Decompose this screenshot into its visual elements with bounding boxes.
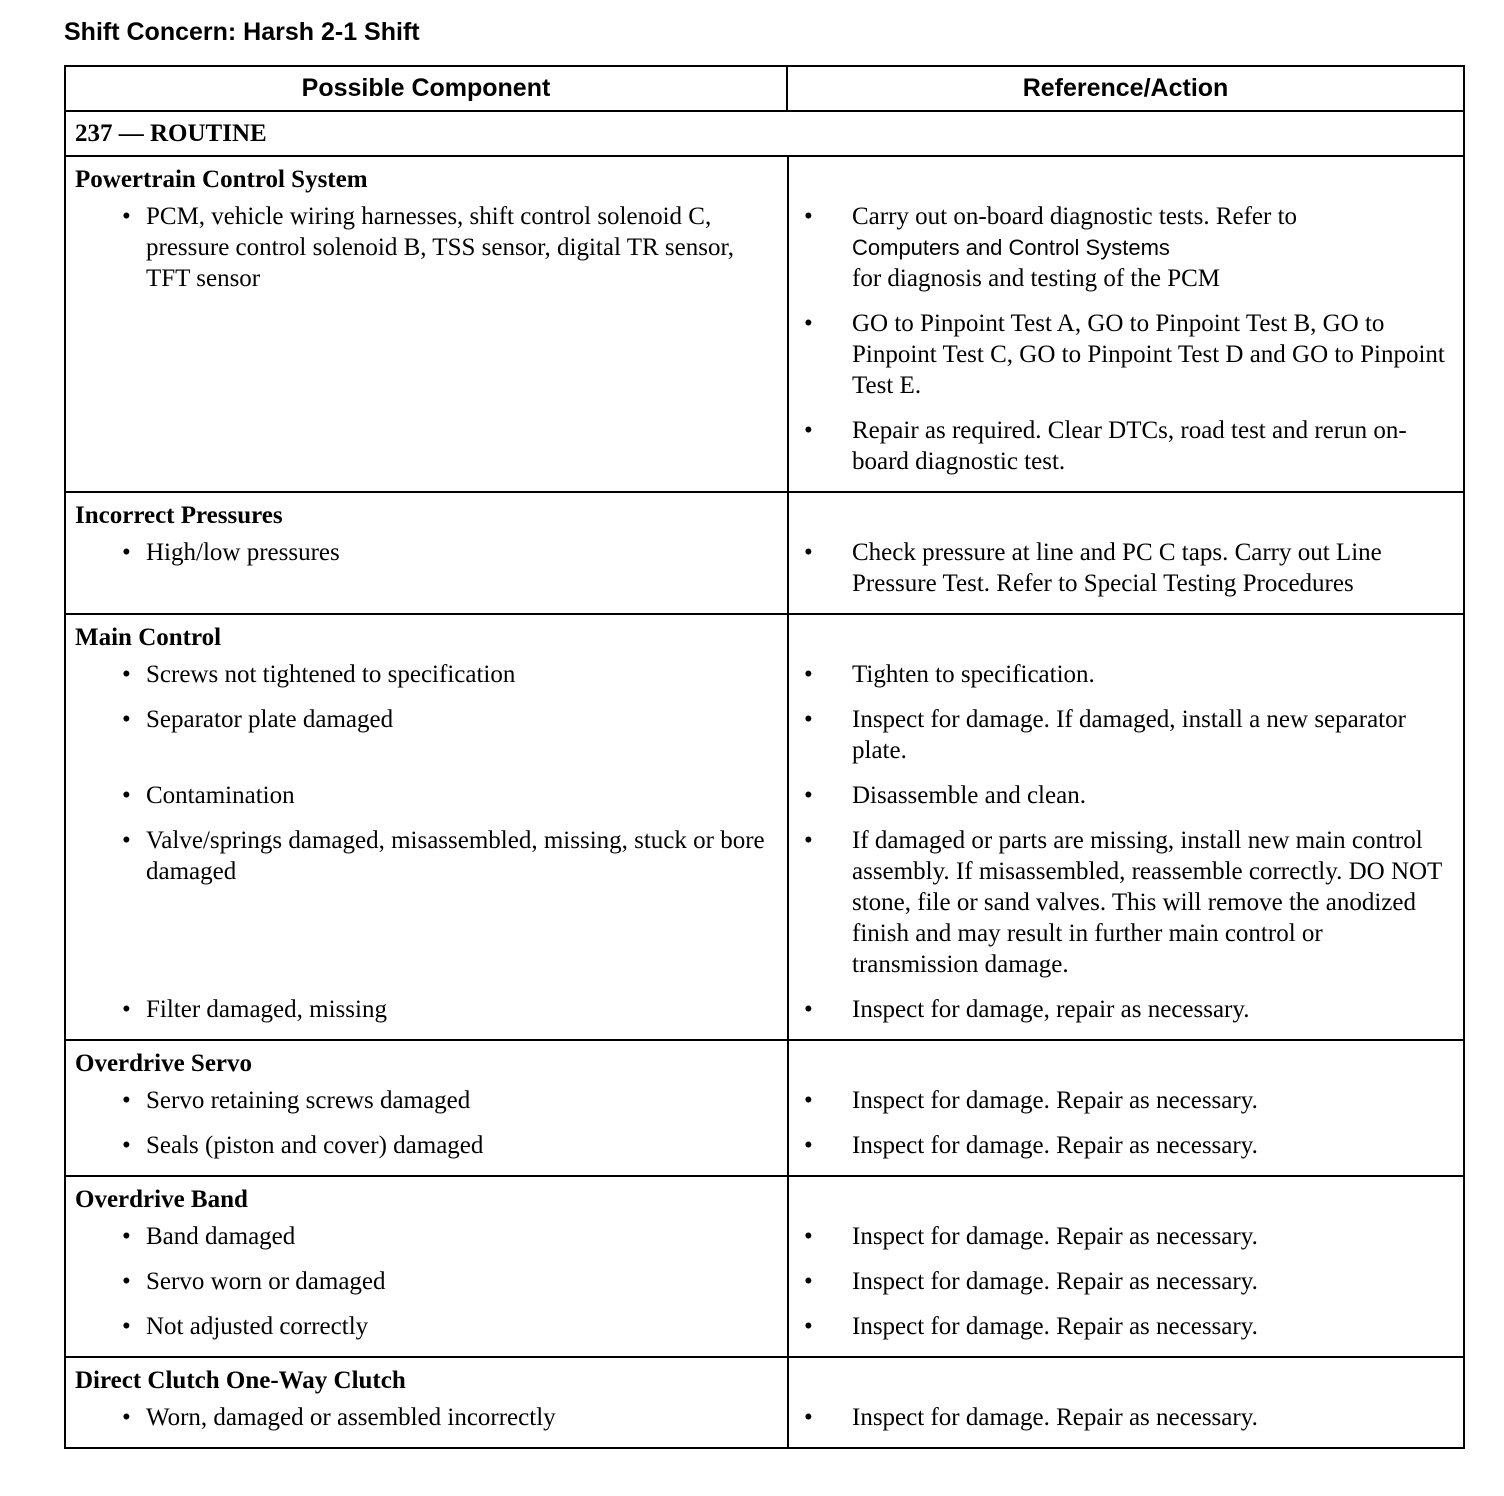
action-cell — [788, 1266, 1463, 1311]
component-cell — [66, 1130, 788, 1175]
action-text: Inspect for damage. Repair as necessary. — [852, 1087, 1258, 1114]
action-text: Inspect for damage. Repair as necessary. — [852, 1268, 1258, 1295]
bullet: • — [122, 782, 131, 809]
bullet: • — [804, 996, 813, 1023]
component-group — [66, 157, 1463, 493]
group-heading: Overdrive Servo — [75, 1050, 253, 1077]
component-group — [66, 1041, 1463, 1177]
action-text: Tighten to specification. — [852, 661, 1095, 688]
bullet: • — [804, 203, 813, 230]
component-group — [66, 1358, 1463, 1447]
bullet: • — [122, 661, 131, 688]
action-cell — [788, 415, 1463, 491]
bullet: • — [122, 827, 131, 854]
bullet: • — [122, 1268, 131, 1295]
group-heading-spacer — [788, 1358, 1463, 1402]
action-text: Disassemble and clean. — [852, 782, 1086, 809]
group-heading-spacer — [788, 1041, 1463, 1085]
bullet: • — [804, 782, 813, 809]
group-heading-spacer — [788, 493, 1463, 537]
bullet: • — [122, 1087, 131, 1114]
action-text: Repair as required. Clear DTCs, road test and rerun on-board diagnostic test. — [852, 417, 1407, 475]
bullet: • — [122, 539, 131, 566]
action-cell — [788, 1221, 1463, 1266]
page-title: Shift Concern: Harsh 2-1 Shift — [64, 18, 420, 46]
bullet: • — [804, 1268, 813, 1295]
action-cell — [788, 1130, 1463, 1175]
bullet: • — [804, 1132, 813, 1159]
action-text-post: for diagnosis and testing of the PCM — [852, 265, 1221, 292]
component-cell — [66, 704, 788, 780]
component-cell — [66, 308, 788, 415]
component-text: Seals (piston and cover) damaged — [146, 1132, 484, 1159]
component-text: Servo retaining screws damaged — [146, 1087, 471, 1114]
bullet: • — [804, 417, 813, 444]
component-text: Band damaged — [146, 1223, 296, 1250]
component-cell — [66, 1266, 788, 1311]
action-text-pre: Carry out on-board diagnostic tests. Refer to — [852, 203, 1298, 230]
group-heading-spacer — [788, 615, 1463, 659]
bullet: • — [804, 827, 813, 854]
bullet: • — [804, 661, 813, 688]
bullet: • — [122, 1132, 131, 1159]
action-cell — [788, 825, 1463, 994]
bullet: • — [804, 1404, 813, 1431]
action-text — [828, 201, 1451, 294]
component-cell — [66, 1221, 788, 1266]
action-text: If damaged or parts are missing, install new main control assembly. If misassembled, reassemble correctly. DO NOT stone, file or sand valves. This will remove the anodized finish and may result in further main control or transmission damage. — [852, 827, 1442, 978]
action-cell — [788, 1085, 1463, 1130]
table-header — [66, 67, 1463, 112]
component-cell — [66, 1085, 788, 1130]
component-cell — [66, 415, 788, 491]
bullet: • — [122, 706, 131, 733]
group-heading-spacer — [788, 1177, 1463, 1221]
bullet: • — [122, 1404, 131, 1431]
action-text: Inspect for damage. Repair as necessary. — [852, 1313, 1258, 1340]
group-heading-spacer — [788, 157, 1463, 201]
bullet: • — [122, 203, 131, 230]
action-cell — [788, 537, 1463, 613]
action-cell — [788, 659, 1463, 704]
component-text: Servo worn or damaged — [146, 1268, 386, 1295]
component-cell — [66, 1402, 788, 1447]
component-cell — [66, 537, 788, 613]
component-cell — [66, 825, 788, 994]
action-cell — [788, 308, 1463, 415]
bullet: • — [804, 539, 813, 566]
component-cell — [66, 780, 788, 825]
action-cell — [788, 1311, 1463, 1356]
bullet: • — [804, 706, 813, 733]
bullet: • — [122, 1313, 131, 1340]
component-cell — [66, 201, 788, 308]
component-group — [66, 1177, 1463, 1358]
group-heading: Overdrive Band — [75, 1186, 248, 1213]
action-cell — [788, 201, 1463, 308]
bullet: • — [804, 1087, 813, 1114]
bullet: • — [804, 1313, 813, 1340]
action-cell — [788, 994, 1463, 1039]
bullet: • — [122, 1223, 131, 1250]
component-text: Screws not tightened to specification — [146, 661, 516, 688]
action-cell — [788, 780, 1463, 825]
component-text: Not adjusted correctly — [146, 1313, 369, 1340]
action-cell — [788, 1402, 1463, 1447]
bullet: • — [122, 996, 131, 1023]
component-text: Worn, damaged or assembled incorrectly — [146, 1404, 556, 1431]
action-text: Inspect for damage. Repair as necessary. — [852, 1223, 1258, 1250]
action-text: Inspect for damage. If damaged, install a new separator plate. — [852, 706, 1406, 764]
group-heading: Main Control — [75, 624, 222, 651]
action-cell — [788, 704, 1463, 780]
header-possible-component: Possible Component — [66, 67, 788, 110]
reference-link[interactable]: Computers and Control Systems — [852, 235, 1170, 260]
diagnosis-table — [64, 65, 1465, 1449]
component-group — [66, 493, 1463, 615]
component-text: Valve/springs damaged, misassembled, missing, stuck or bore damaged — [146, 827, 765, 885]
header-reference-action: Reference/Action — [1022, 74, 1229, 102]
action-text: Inspect for damage. Repair as necessary. — [852, 1132, 1258, 1159]
bullet: • — [804, 310, 813, 337]
component-cell — [66, 994, 788, 1039]
action-text: GO to Pinpoint Test A, GO to Pinpoint Test B, GO to Pinpoint Test C, GO to Pinpoint Test D and GO to Pinpoint Test E. — [852, 310, 1445, 399]
group-heading: Direct Clutch One-Way Clutch — [75, 1367, 406, 1394]
action-text: Inspect for damage, repair as necessary. — [852, 996, 1250, 1023]
component-cell — [66, 1311, 788, 1356]
component-text: Contamination — [146, 782, 295, 809]
routine-row: 237 — ROUTINE — [66, 112, 1463, 157]
group-heading: Incorrect Pressures — [75, 502, 283, 529]
action-text: Inspect for damage. Repair as necessary. — [852, 1404, 1258, 1431]
component-text: Separator plate damaged — [146, 706, 394, 733]
component-cell — [66, 659, 788, 704]
component-text: High/low pressures — [146, 539, 340, 566]
group-heading: Powertrain Control System — [75, 166, 368, 193]
action-text: Check pressure at line and PC C taps. Carry out Line Pressure Test. Refer to Special Testing Procedures — [852, 539, 1382, 597]
component-text: Filter damaged, missing — [146, 996, 387, 1023]
component-text: PCM, vehicle wiring harnesses, shift control solenoid C, pressure control solenoid B, TSS sensor, digital TR sensor, TFT sensor — [146, 203, 735, 292]
component-group — [66, 615, 1463, 1041]
bullet: • — [804, 1223, 813, 1250]
